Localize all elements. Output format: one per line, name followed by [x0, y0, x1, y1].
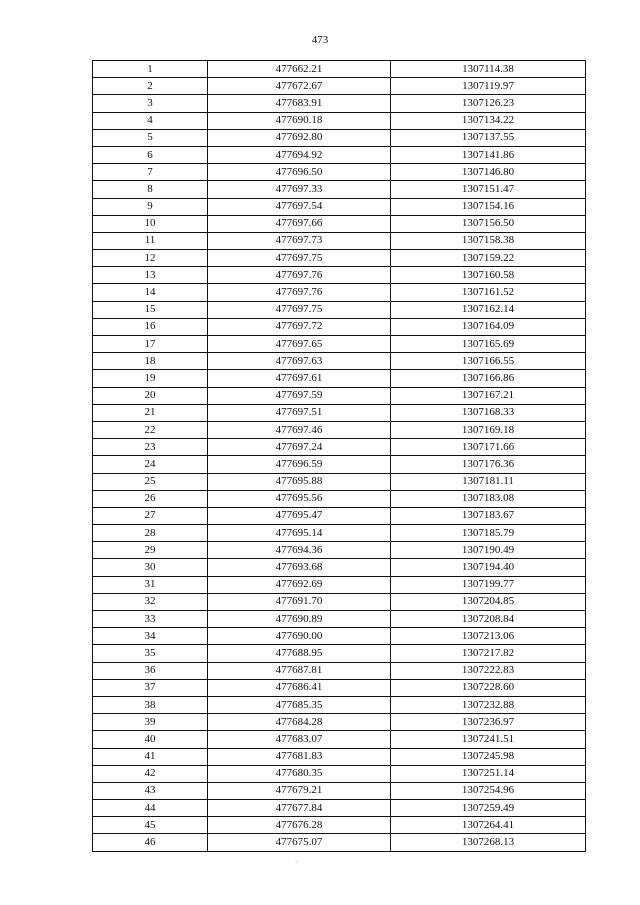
y-coordinate-cell: 1307185.79 — [391, 525, 586, 542]
x-coordinate-cell: 477683.07 — [208, 731, 391, 748]
table-row — [93, 525, 586, 542]
x-coordinate-cell: 477697.46 — [208, 421, 391, 438]
x-coordinate-cell: 477681.83 — [208, 748, 391, 765]
y-coordinate-cell: 1307254.96 — [391, 782, 586, 799]
x-coordinate-cell: 477697.24 — [208, 439, 391, 456]
point-number-cell: 43 — [93, 782, 208, 799]
x-coordinate-cell: 477695.14 — [208, 525, 391, 542]
point-number-cell: 19 — [93, 370, 208, 387]
point-number-cell: 46 — [93, 834, 208, 851]
table-row — [93, 404, 586, 421]
table-row — [93, 318, 586, 335]
x-coordinate-cell: 477694.36 — [208, 542, 391, 559]
y-coordinate-cell: 1307158.38 — [391, 232, 586, 249]
table-row — [93, 112, 586, 129]
y-coordinate-cell: 1307245.98 — [391, 748, 586, 765]
x-coordinate-cell: 477690.00 — [208, 628, 391, 645]
table-row — [93, 696, 586, 713]
x-coordinate-cell: 477690.89 — [208, 611, 391, 628]
x-coordinate-cell: 477687.81 — [208, 662, 391, 679]
point-number-cell: 6 — [93, 146, 208, 163]
table-row — [93, 576, 586, 593]
page-number: 473 — [311, 34, 329, 46]
table-row — [93, 765, 586, 782]
point-number-cell: 7 — [93, 164, 208, 181]
x-coordinate-cell: 477697.33 — [208, 181, 391, 198]
x-coordinate-cell: 477694.92 — [208, 146, 391, 163]
x-coordinate-cell: 477697.51 — [208, 404, 391, 421]
point-number-cell: 26 — [93, 490, 208, 507]
y-coordinate-cell: 1307217.82 — [391, 645, 586, 662]
table-row — [93, 490, 586, 507]
table-row — [93, 198, 586, 215]
point-number-cell: 15 — [93, 301, 208, 318]
point-number-cell: 31 — [93, 576, 208, 593]
y-coordinate-cell: 1307141.86 — [391, 146, 586, 163]
x-coordinate-cell: 477696.50 — [208, 164, 391, 181]
x-coordinate-cell: 477692.80 — [208, 129, 391, 146]
point-number-cell: 44 — [93, 800, 208, 817]
point-number-cell: 8 — [93, 181, 208, 198]
y-coordinate-cell: 1307228.60 — [391, 679, 586, 696]
point-number-cell: 5 — [93, 129, 208, 146]
table-row — [93, 611, 586, 628]
point-number-cell: 30 — [93, 559, 208, 576]
table-row — [93, 834, 586, 851]
x-coordinate-cell: 477679.21 — [208, 782, 391, 799]
y-coordinate-cell: 1307204.85 — [391, 593, 586, 610]
y-coordinate-cell: 1307134.22 — [391, 112, 586, 129]
point-number-cell: 3 — [93, 95, 208, 112]
x-coordinate-cell: 477684.28 — [208, 714, 391, 731]
x-coordinate-cell: 477695.47 — [208, 507, 391, 524]
table-row — [93, 181, 586, 198]
point-number-cell: 22 — [93, 421, 208, 438]
x-coordinate-cell: 477690.18 — [208, 112, 391, 129]
x-coordinate-cell: 477697.59 — [208, 387, 391, 404]
x-coordinate-cell: 477695.88 — [208, 473, 391, 490]
x-coordinate-cell: 477693.68 — [208, 559, 391, 576]
table-row — [93, 387, 586, 404]
x-coordinate-cell: 477697.66 — [208, 215, 391, 232]
point-number-cell: 36 — [93, 662, 208, 679]
y-coordinate-cell: 1307160.58 — [391, 267, 586, 284]
table-row — [93, 439, 586, 456]
table-row — [93, 267, 586, 284]
point-number-cell: 1 — [93, 61, 208, 78]
y-coordinate-cell: 1307159.22 — [391, 250, 586, 267]
point-number-cell: 27 — [93, 507, 208, 524]
x-coordinate-cell: 477688.95 — [208, 645, 391, 662]
table-row — [93, 645, 586, 662]
table-row — [93, 61, 586, 78]
y-coordinate-cell: 1307126.23 — [391, 95, 586, 112]
table-row — [93, 421, 586, 438]
x-coordinate-cell: 477697.63 — [208, 353, 391, 370]
table-row — [93, 714, 586, 731]
y-coordinate-cell: 1307208.84 — [391, 611, 586, 628]
y-coordinate-cell: 1307166.86 — [391, 370, 586, 387]
x-coordinate-cell: 477691.70 — [208, 593, 391, 610]
table-row — [93, 232, 586, 249]
x-coordinate-cell: 477686.41 — [208, 679, 391, 696]
table-row — [93, 95, 586, 112]
y-coordinate-cell: 1307164.09 — [391, 318, 586, 335]
x-coordinate-cell: 477697.65 — [208, 336, 391, 353]
x-coordinate-cell: 477680.35 — [208, 765, 391, 782]
y-coordinate-cell: 1307181.11 — [391, 473, 586, 490]
point-number-cell: 18 — [93, 353, 208, 370]
point-number-cell: 23 — [93, 439, 208, 456]
point-number-cell: 20 — [93, 387, 208, 404]
point-number-cell: 16 — [93, 318, 208, 335]
table-row — [93, 800, 586, 817]
y-coordinate-cell: 1307264.41 — [391, 817, 586, 834]
y-coordinate-cell: 1307114.38 — [391, 61, 586, 78]
table-row — [93, 456, 586, 473]
y-coordinate-cell: 1307166.55 — [391, 353, 586, 370]
y-coordinate-cell: 1307156.50 — [391, 215, 586, 232]
point-number-cell: 28 — [93, 525, 208, 542]
point-number-cell: 34 — [93, 628, 208, 645]
point-number-cell: 38 — [93, 696, 208, 713]
y-coordinate-cell: 1307222.83 — [391, 662, 586, 679]
table-row — [93, 748, 586, 765]
y-coordinate-cell: 1307154.16 — [391, 198, 586, 215]
y-coordinate-cell: 1307161.52 — [391, 284, 586, 301]
table-row — [93, 817, 586, 834]
table-row — [93, 559, 586, 576]
x-coordinate-cell: 477685.35 — [208, 696, 391, 713]
table-row — [93, 370, 586, 387]
x-coordinate-cell: 477697.72 — [208, 318, 391, 335]
table-row — [93, 284, 586, 301]
y-coordinate-cell: 1307165.69 — [391, 336, 586, 353]
y-coordinate-cell: 1307194.40 — [391, 559, 586, 576]
coordinates-table — [92, 60, 586, 852]
table-row — [93, 679, 586, 696]
x-coordinate-cell: 477697.75 — [208, 250, 391, 267]
point-number-cell: 37 — [93, 679, 208, 696]
footer-mark: · — [295, 858, 298, 866]
y-coordinate-cell: 1307183.67 — [391, 507, 586, 524]
point-number-cell: 29 — [93, 542, 208, 559]
point-number-cell: 4 — [93, 112, 208, 129]
x-coordinate-cell: 477662.21 — [208, 61, 391, 78]
y-coordinate-cell: 1307236.97 — [391, 714, 586, 731]
table-row — [93, 164, 586, 181]
table-row — [93, 782, 586, 799]
point-number-cell: 39 — [93, 714, 208, 731]
y-coordinate-cell: 1307232.88 — [391, 696, 586, 713]
coordinates-table-body — [93, 61, 586, 852]
y-coordinate-cell: 1307137.55 — [391, 129, 586, 146]
table-row — [93, 731, 586, 748]
table-row — [93, 215, 586, 232]
table-row — [93, 662, 586, 679]
point-number-cell: 42 — [93, 765, 208, 782]
point-number-cell: 33 — [93, 611, 208, 628]
x-coordinate-cell: 477697.76 — [208, 284, 391, 301]
point-number-cell: 10 — [93, 215, 208, 232]
table-row — [93, 353, 586, 370]
x-coordinate-cell: 477697.75 — [208, 301, 391, 318]
point-number-cell: 32 — [93, 593, 208, 610]
y-coordinate-cell: 1307183.08 — [391, 490, 586, 507]
table-row — [93, 593, 586, 610]
point-number-cell: 2 — [93, 78, 208, 95]
point-number-cell: 11 — [93, 232, 208, 249]
table-row — [93, 542, 586, 559]
y-coordinate-cell: 1307268.13 — [391, 834, 586, 851]
x-coordinate-cell: 477676.28 — [208, 817, 391, 834]
y-coordinate-cell: 1307146.80 — [391, 164, 586, 181]
x-coordinate-cell: 477675.07 — [208, 834, 391, 851]
y-coordinate-cell: 1307162.14 — [391, 301, 586, 318]
x-coordinate-cell: 477696.59 — [208, 456, 391, 473]
point-number-cell: 41 — [93, 748, 208, 765]
point-number-cell: 14 — [93, 284, 208, 301]
y-coordinate-cell: 1307199.77 — [391, 576, 586, 593]
y-coordinate-cell: 1307151.47 — [391, 181, 586, 198]
x-coordinate-cell: 477697.61 — [208, 370, 391, 387]
y-coordinate-cell: 1307169.18 — [391, 421, 586, 438]
y-coordinate-cell: 1307251.14 — [391, 765, 586, 782]
x-coordinate-cell: 477677.84 — [208, 800, 391, 817]
y-coordinate-cell: 1307168.33 — [391, 404, 586, 421]
table-row — [93, 250, 586, 267]
y-coordinate-cell: 1307171.66 — [391, 439, 586, 456]
point-number-cell: 24 — [93, 456, 208, 473]
point-number-cell: 21 — [93, 404, 208, 421]
point-number-cell: 35 — [93, 645, 208, 662]
table-row — [93, 301, 586, 318]
table-row — [93, 628, 586, 645]
point-number-cell: 12 — [93, 250, 208, 267]
table-row — [93, 78, 586, 95]
point-number-cell: 25 — [93, 473, 208, 490]
point-number-cell: 17 — [93, 336, 208, 353]
y-coordinate-cell: 1307176.36 — [391, 456, 586, 473]
point-number-cell: 40 — [93, 731, 208, 748]
table-row — [93, 336, 586, 353]
x-coordinate-cell: 477683.91 — [208, 95, 391, 112]
x-coordinate-cell: 477672.67 — [208, 78, 391, 95]
x-coordinate-cell: 477697.73 — [208, 232, 391, 249]
y-coordinate-cell: 1307213.06 — [391, 628, 586, 645]
point-number-cell: 45 — [93, 817, 208, 834]
x-coordinate-cell: 477697.54 — [208, 198, 391, 215]
x-coordinate-cell: 477695.56 — [208, 490, 391, 507]
y-coordinate-cell: 1307119.97 — [391, 78, 586, 95]
y-coordinate-cell: 1307259.49 — [391, 800, 586, 817]
x-coordinate-cell: 477692.69 — [208, 576, 391, 593]
table-row — [93, 473, 586, 490]
table-row — [93, 146, 586, 163]
point-number-cell: 9 — [93, 198, 208, 215]
y-coordinate-cell: 1307241.51 — [391, 731, 586, 748]
y-coordinate-cell: 1307190.49 — [391, 542, 586, 559]
y-coordinate-cell: 1307167.21 — [391, 387, 586, 404]
x-coordinate-cell: 477697.76 — [208, 267, 391, 284]
table-row — [93, 507, 586, 524]
table-row — [93, 129, 586, 146]
point-number-cell: 13 — [93, 267, 208, 284]
